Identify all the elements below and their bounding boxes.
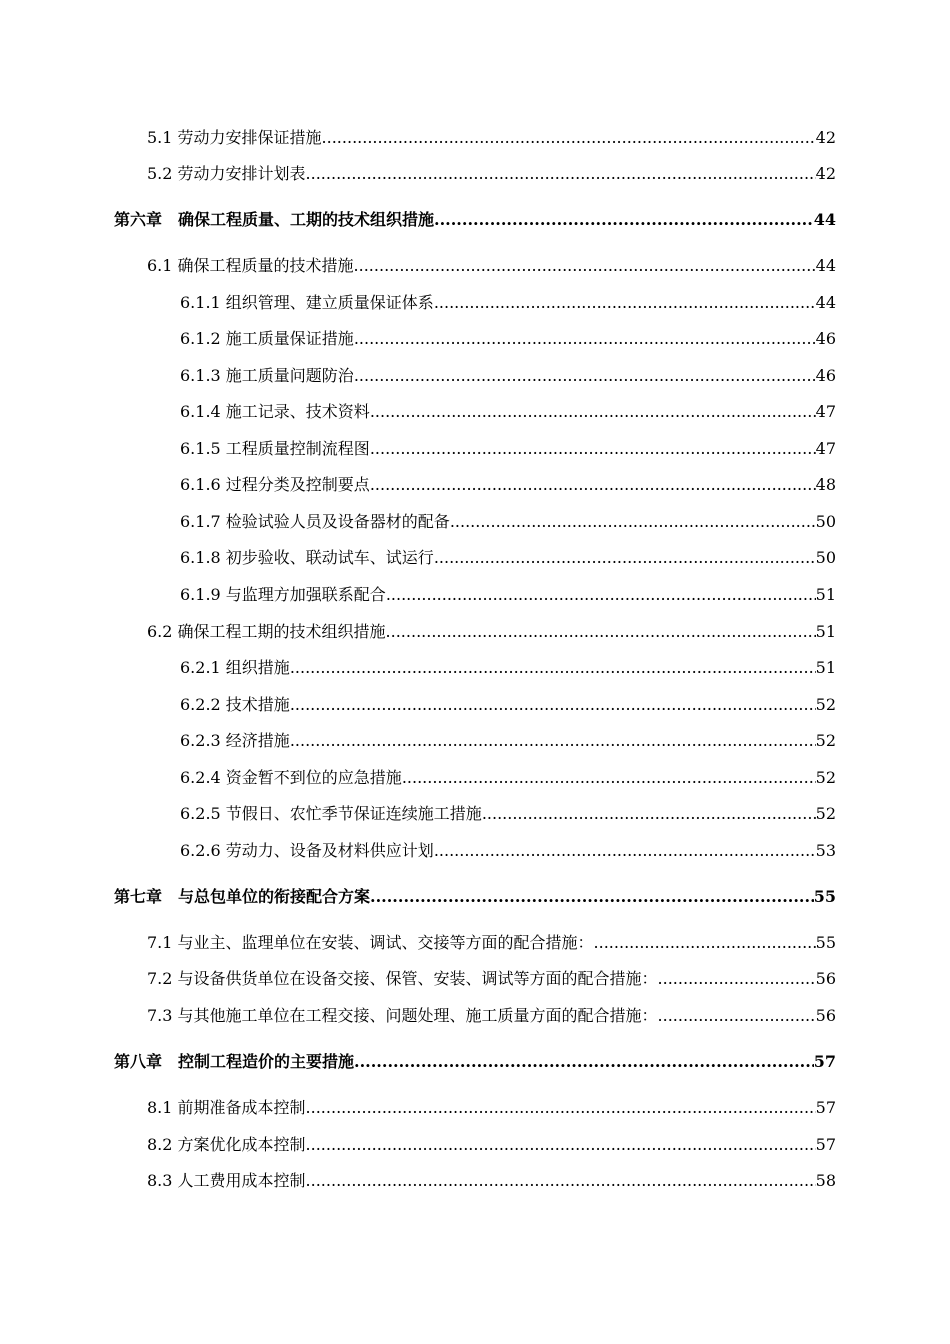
toc-entry-title: 6.1.3 施工质量问题防治: [180, 366, 354, 385]
toc-leader-dots: [594, 932, 816, 954]
toc-entry-title: 6.1.6 过程分类及控制要点: [180, 475, 370, 494]
toc-leader-dots: [402, 767, 816, 789]
toc-leader-dots: [434, 547, 816, 569]
toc-entry-title: 6.1.7 检验试验人员及设备器材的配备: [180, 512, 450, 531]
toc-entry-title: 6.1.2 施工质量保证措施: [180, 329, 354, 348]
toc-entry-8-1[interactable]: [147, 1097, 836, 1119]
toc-entry-chapter-6[interactable]: [114, 209, 836, 231]
toc-entry-page: 55: [815, 933, 836, 952]
toc-leader-dots: [354, 365, 816, 387]
toc-leader-dots: [370, 886, 814, 908]
toc-entry-page: 56: [815, 969, 836, 988]
toc-leader-dots: [434, 209, 814, 231]
toc-leader-dots: [370, 438, 816, 460]
toc-leader-dots: [658, 1005, 816, 1027]
toc-entry-page: 57: [815, 1135, 836, 1154]
toc-entry-title: 8.3 人工费用成本控制: [147, 1171, 306, 1190]
toc-entry-title: 6.1.4 施工记录、技术资料: [180, 402, 370, 421]
toc-entry-page: 50: [815, 512, 836, 531]
toc-leader-dots: [354, 255, 816, 277]
toc-leader-dots: [386, 621, 816, 643]
toc-entry-page: 53: [815, 841, 836, 860]
toc-entry-6-1-9[interactable]: [180, 584, 836, 606]
toc-leader-dots: [290, 657, 816, 679]
toc-entry-6-2-5[interactable]: [180, 803, 836, 825]
toc-leader-dots: [370, 401, 816, 423]
toc-entry-title: 8.2 方案优化成本控制: [147, 1135, 306, 1154]
toc-entry-title: 5.2 劳动力安排计划表: [147, 164, 306, 183]
toc-entry-title: 5.1 劳动力安排保证措施: [147, 128, 322, 147]
toc-entry-6-2-6[interactable]: [180, 840, 836, 862]
toc-entry-page: 42: [815, 164, 836, 183]
toc-entry-6-2-4[interactable]: [180, 767, 836, 789]
toc-entry-6-1-7[interactable]: [180, 511, 836, 533]
toc-entry-5-1[interactable]: [147, 127, 836, 149]
toc-entry-page: 47: [815, 402, 836, 421]
toc-entry-6-1-8[interactable]: [180, 547, 836, 569]
toc-entry-title: 6.2.6 劳动力、设备及材料供应计划: [180, 841, 434, 860]
toc-entry-title: 6.1.5 工程质量控制流程图: [180, 439, 370, 458]
toc-entry-page: 57: [813, 1052, 836, 1071]
toc-entry-page: 55: [813, 887, 836, 906]
toc-entry-page: 56: [815, 1006, 836, 1025]
toc-leader-dots: [306, 1097, 816, 1119]
toc-leader-dots: [386, 584, 816, 606]
toc-entry-title: 第六章 确保工程质量、工期的技术组织措施: [114, 210, 435, 229]
toc-leader-dots: [434, 840, 816, 862]
toc-leader-dots: [354, 328, 816, 350]
toc-entry-page: 58: [815, 1171, 836, 1190]
toc-entry-6-1[interactable]: [147, 255, 836, 277]
toc-leader-dots: [482, 803, 816, 825]
toc-entry-title: 6.2.4 资金暂不到位的应急措施: [180, 768, 402, 787]
toc-entry-page: 48: [815, 475, 836, 494]
toc-entry-8-2[interactable]: [147, 1134, 836, 1156]
toc-entry-6-1-3[interactable]: [180, 365, 836, 387]
toc-entry-page: 57: [815, 1098, 836, 1117]
toc-entry-5-2[interactable]: [147, 163, 836, 185]
toc-entry-title: 第八章 控制工程造价的主要措施: [114, 1052, 355, 1071]
toc-entry-page: 52: [815, 768, 836, 787]
toc-entry-6-2-2[interactable]: [180, 694, 836, 716]
toc-leader-dots: [450, 511, 816, 533]
toc-entry-8-3[interactable]: [147, 1170, 836, 1192]
toc-entry-page: 51: [815, 658, 836, 677]
toc-entry-page: 44: [815, 293, 836, 312]
toc-leader-dots: [658, 968, 816, 990]
toc-leader-dots: [290, 730, 816, 752]
toc-entry-title: 6.2.1 组织措施: [180, 658, 290, 677]
toc-leader-dots: [434, 292, 816, 314]
toc-entry-title: 6.2.5 节假日、农忙季节保证连续施工措施: [180, 804, 482, 823]
toc-entry-chapter-7[interactable]: [114, 886, 836, 908]
toc-entry-title: 8.1 前期准备成本控制: [147, 1098, 306, 1117]
toc-entry-title: 7.3 与其他施工单位在工程交接、问题处理、施工质量方面的配合措施：: [147, 1006, 658, 1025]
toc-entry-6-2-3[interactable]: [180, 730, 836, 752]
toc-entry-page: 44: [815, 256, 836, 275]
toc-entry-title: 6.2.2 技术措施: [180, 695, 290, 714]
toc-leader-dots: [290, 694, 816, 716]
toc-entry-page: 44: [813, 210, 836, 229]
toc-entry-page: 50: [815, 548, 836, 567]
toc-entry-title: 7.2 与设备供货单位在设备交接、保管、安装、调试等方面的配合措施：: [147, 969, 658, 988]
toc-entry-6-1-2[interactable]: [180, 328, 836, 350]
toc-entry-page: 51: [815, 585, 836, 604]
toc-entry-title: 6.2 确保工程工期的技术组织措施: [147, 622, 386, 641]
toc-entry-title: 6.1 确保工程质量的技术措施: [147, 256, 354, 275]
toc-leader-dots: [306, 1134, 816, 1156]
toc-entry-page: 51: [815, 622, 836, 641]
toc-entry-title: 6.1.1 组织管理、建立质量保证体系: [180, 293, 434, 312]
toc-entry-6-1-6[interactable]: [180, 474, 836, 496]
toc-entry-page: 42: [815, 128, 836, 147]
toc-entry-6-1-4[interactable]: [180, 401, 836, 423]
toc-entry-7-3[interactable]: [147, 1005, 836, 1027]
toc-entry-title: 6.1.9 与监理方加强联系配合: [180, 585, 386, 604]
toc-entry-title: 第七章 与总包单位的衔接配合方案: [114, 887, 371, 906]
toc-entry-page: 46: [815, 329, 836, 348]
toc-entry-6-1-1[interactable]: [180, 292, 836, 314]
toc-entry-title: 6.1.8 初步验收、联动试车、试运行: [180, 548, 434, 567]
toc-leader-dots: [354, 1051, 814, 1073]
toc-entry-6-1-5[interactable]: [180, 438, 836, 460]
toc-entry-chapter-8[interactable]: [114, 1051, 836, 1073]
toc-entry-page: 52: [815, 731, 836, 750]
toc-entry-page: 47: [815, 439, 836, 458]
toc-leader-dots: [370, 474, 816, 496]
toc-entry-title: 6.2.3 经济措施: [180, 731, 290, 750]
toc-entry-6-2[interactable]: [147, 621, 836, 643]
toc-entry-page: 46: [815, 366, 836, 385]
toc-entry-title: 7.1 与业主、监理单位在安装、调试、交接等方面的配合措施：: [147, 933, 594, 952]
toc-entry-7-2[interactable]: [147, 968, 836, 990]
toc-entry-page: 52: [815, 695, 836, 714]
toc-leader-dots: [306, 1170, 816, 1192]
toc-entry-6-2-1[interactable]: [180, 657, 836, 679]
toc-entry-7-1[interactable]: [147, 932, 836, 954]
toc-entry-page: 52: [815, 804, 836, 823]
toc-leader-dots: [306, 163, 816, 185]
toc-leader-dots: [322, 127, 816, 149]
